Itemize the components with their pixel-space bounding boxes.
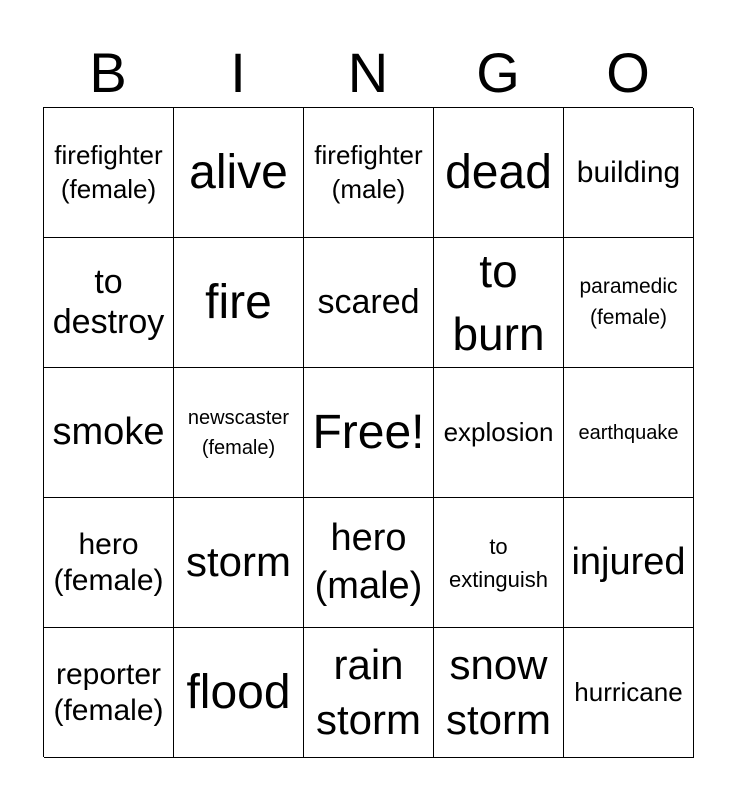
cell-label: newscaster (female)	[187, 406, 290, 459]
header-letter-b: B	[89, 41, 127, 104]
bingo-cell[interactable]	[304, 238, 434, 368]
cell-label: firefighter (female)	[54, 139, 163, 204]
cell-label: to extinguish	[448, 533, 549, 592]
cell-label: scared	[317, 282, 420, 321]
header-letter-n: N	[347, 41, 389, 104]
bingo-cell[interactable]	[564, 498, 694, 628]
header-letter-i: I	[230, 41, 246, 104]
header-letter-o: O	[606, 41, 650, 104]
cell-label: hero (female)	[53, 527, 164, 597]
bingo-cell[interactable]	[564, 108, 694, 238]
cell-label: storm	[186, 538, 291, 586]
cell-label: firefighter (male)	[314, 139, 423, 204]
bingo-cell[interactable]	[434, 108, 564, 238]
cell-label: injured	[571, 540, 686, 583]
bingo-cell[interactable]	[44, 368, 174, 498]
bingo-cell[interactable]	[304, 108, 434, 238]
cell-label: earthquake	[578, 421, 679, 444]
bingo-cell[interactable]	[174, 498, 304, 628]
bingo-cell[interactable]	[174, 368, 304, 498]
bingo-cell[interactable]	[174, 238, 304, 368]
bingo-board	[43, 107, 693, 757]
bingo-cell[interactable]	[564, 628, 694, 758]
cell-label: reporter (female)	[53, 657, 164, 727]
cell-label: explosion	[443, 416, 554, 447]
cell-label: flood	[186, 665, 291, 719]
bingo-cell[interactable]	[174, 628, 304, 758]
cell-label: hero (male)	[314, 517, 423, 607]
bingo-cell[interactable]	[434, 368, 564, 498]
cell-label: alive	[189, 145, 288, 199]
cell-label: fire	[205, 275, 272, 329]
header-letter-g: G	[476, 41, 520, 104]
bingo-cell[interactable]	[44, 238, 174, 368]
cell-label: Free!	[312, 405, 425, 459]
bingo-cell[interactable]	[564, 368, 694, 498]
bingo-cell[interactable]	[304, 498, 434, 628]
bingo-cell[interactable]	[44, 498, 174, 628]
bingo-cell[interactable]	[44, 628, 174, 758]
cell-label: snow storm	[446, 640, 551, 743]
cell-label: to burn	[452, 245, 545, 360]
bingo-cell[interactable]	[174, 108, 304, 238]
bingo-cell[interactable]	[44, 108, 174, 238]
bingo-cell[interactable]	[434, 498, 564, 628]
cell-label: paramedic (female)	[579, 275, 678, 329]
bingo-header	[43, 40, 693, 106]
bingo-cell[interactable]	[304, 628, 434, 758]
bingo-cell[interactable]	[564, 238, 694, 368]
cell-label: rain storm	[316, 640, 421, 743]
bingo-cell[interactable]	[434, 238, 564, 368]
bingo-cell[interactable]	[434, 628, 564, 758]
cell-label: building	[576, 155, 681, 189]
cell-label: to destroy	[52, 263, 165, 341]
bingo-cell[interactable]	[304, 368, 434, 498]
cell-label: dead	[445, 145, 552, 199]
cell-label: hurricane	[574, 676, 683, 707]
cell-label: smoke	[52, 410, 165, 453]
